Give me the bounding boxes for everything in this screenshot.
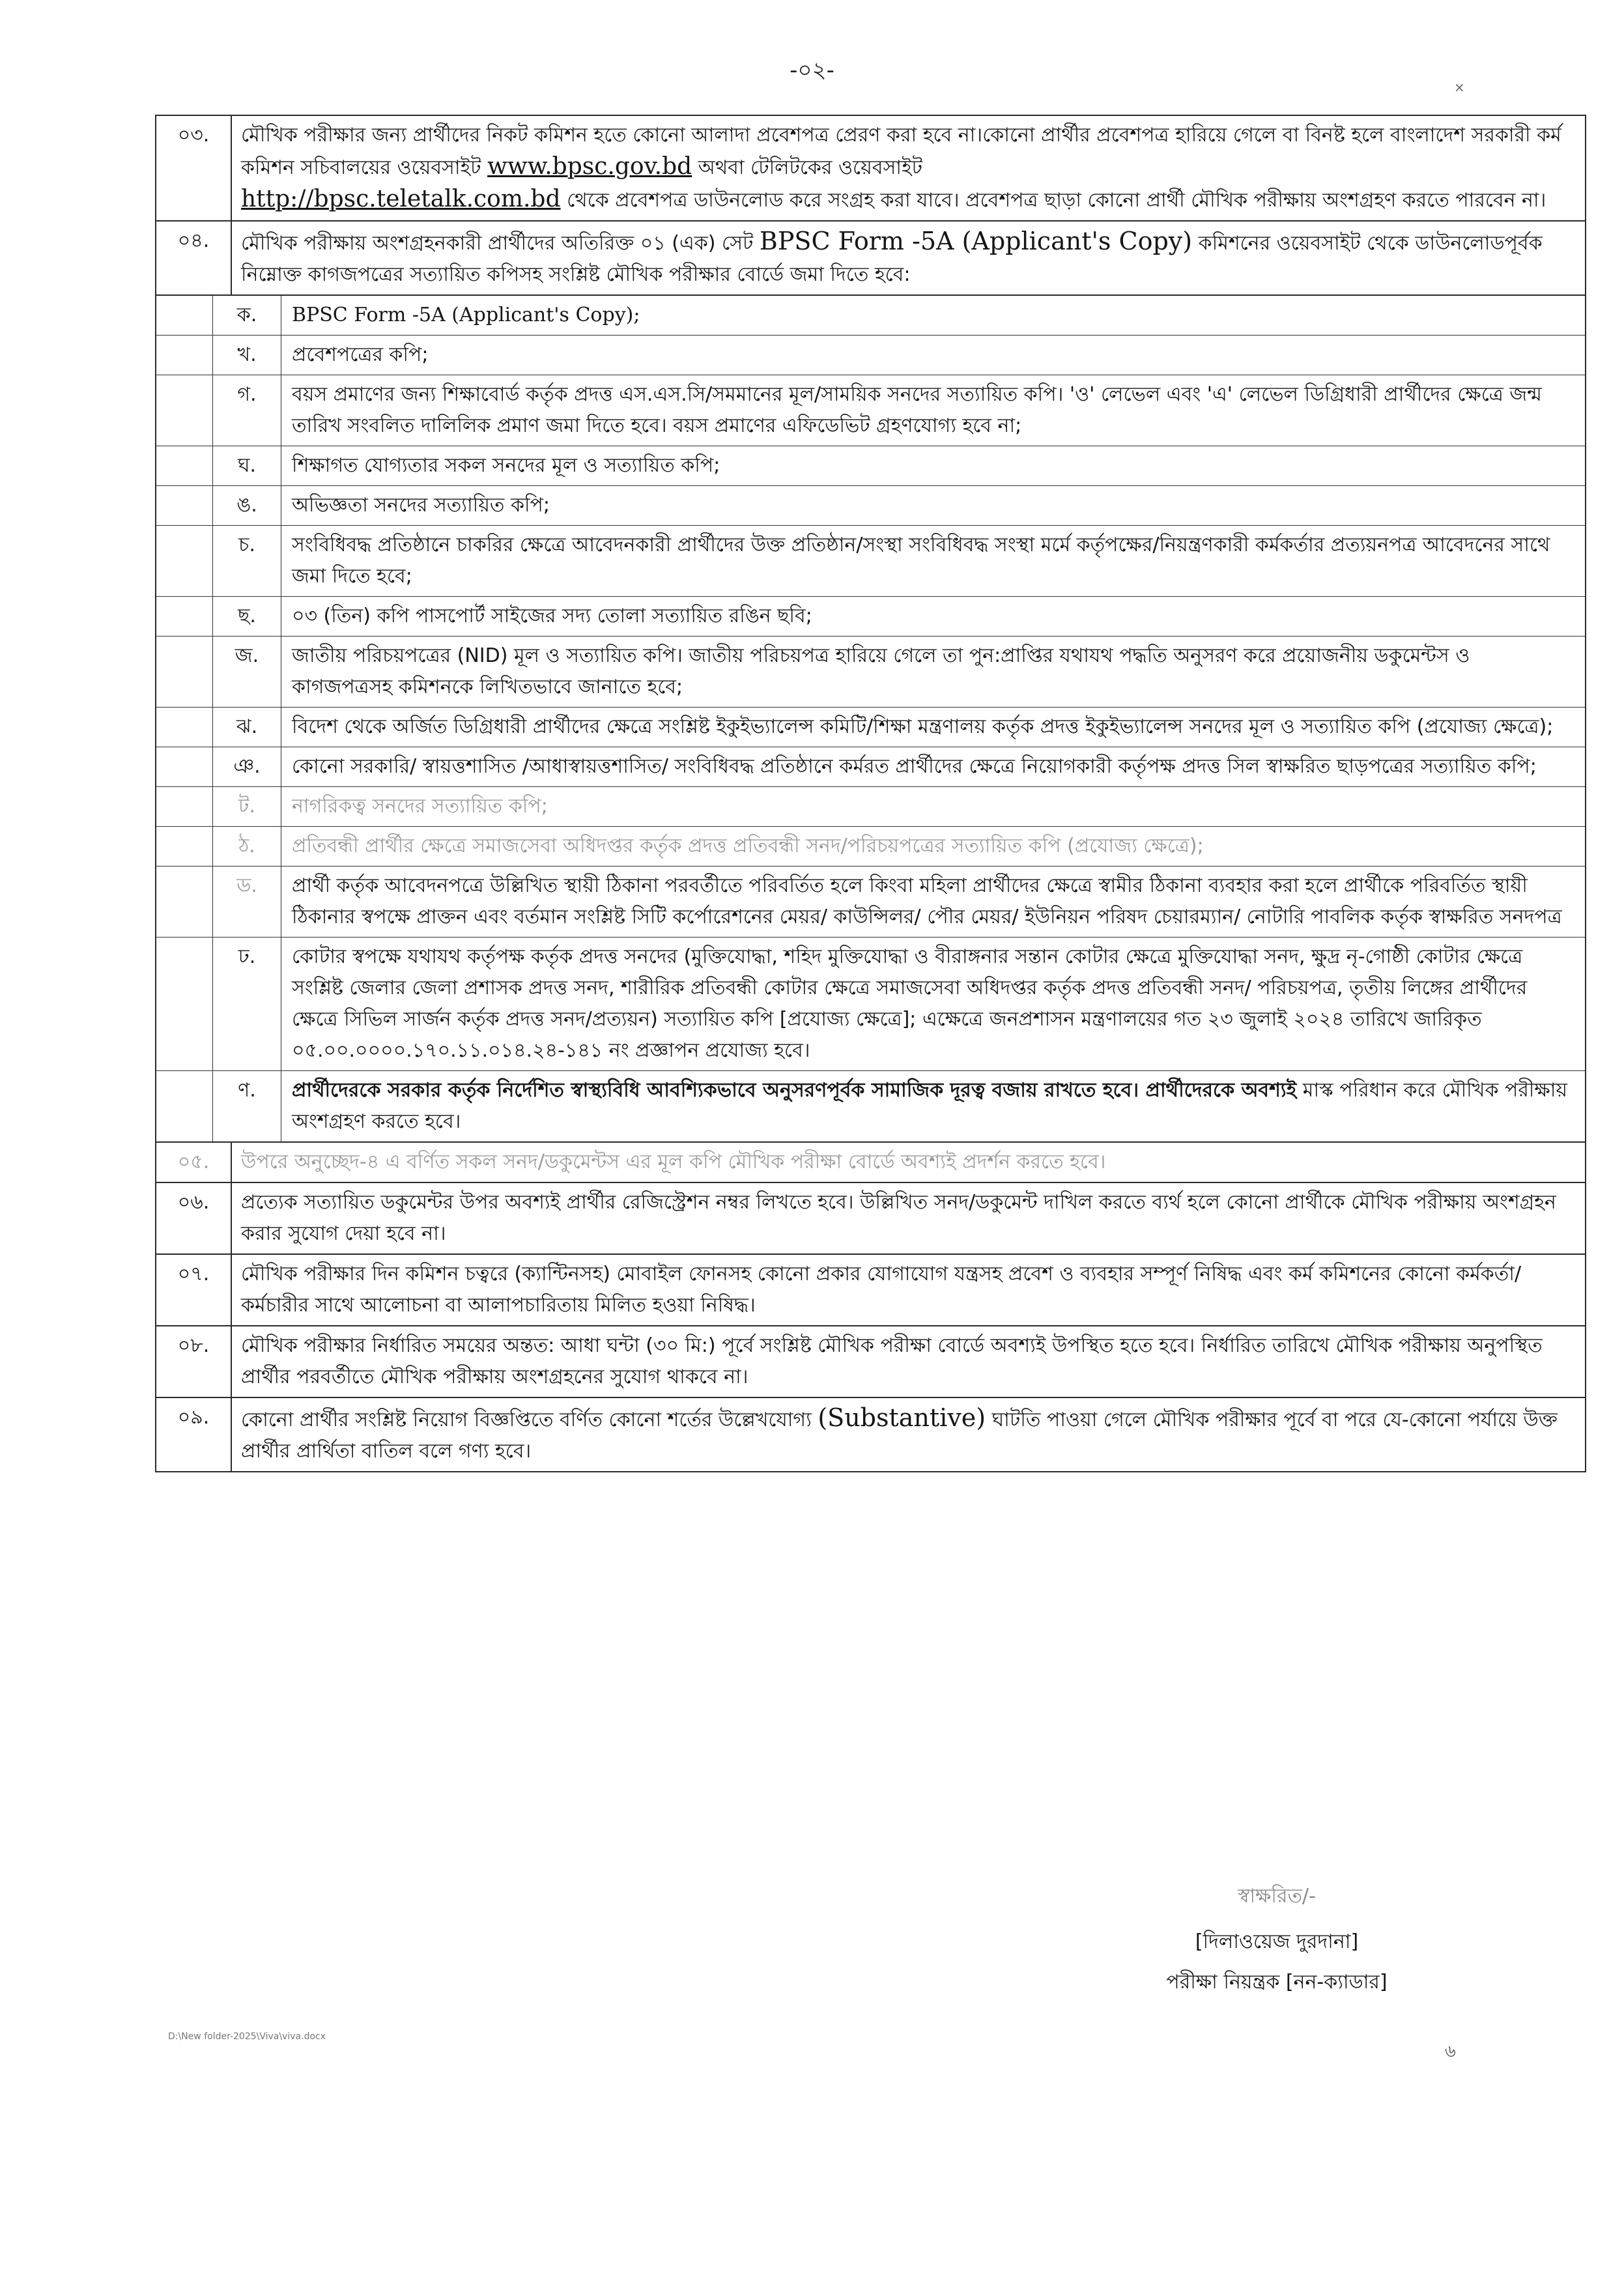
list-item: [156, 787, 1585, 827]
document-list: [156, 296, 1585, 1141]
item-number: ০৫.: [156, 1142, 231, 1182]
item-text: জাতীয় পরিচয়পত্রের (NID) মূল ও সত্যায়িত কপি। জাতীয় পরিচয়পত্র হারিয়ে গেলে তা পুন:প্রাপ্তির যথাযথ পদ্ধতি অনুসরণ করে প্রয়োজনীয় ডকুমেন্টস ও কাগজপত্রসহ কমিশনকে লিখিতভাবে জানাতে হবে;: [281, 637, 1586, 708]
list-item: [156, 827, 1585, 866]
item-number: ০৯.: [156, 1397, 231, 1472]
item-letter: ঠ.: [213, 827, 281, 866]
item-content: [231, 115, 1586, 221]
substantive-term: (Substantive): [818, 1403, 986, 1432]
item-04: [156, 221, 1586, 295]
item-text: প্রতিবন্ধী প্রার্থীর ক্ষেত্রে সমাজসেবা অধিদপ্তর কর্তৃক প্রদত্ত প্রতিবন্ধী সনদ/পরিচয়পত্রের সত্যায়িত কপি (প্রযোজ্য ক্ষেত্রে);: [281, 827, 1586, 866]
item-text: প্রবেশপত্রের কপি;: [281, 336, 1586, 375]
item-letter: চ.: [213, 526, 281, 597]
item-text: ঘাটতি পাওয়া গেলে মৌখিক পরীক্ষার পূর্বে বা পরে যে-কোনো পর্যায়ে উক্ত প্রার্থীর প্রার্থিতা বাতিল বলে গণ্য হবে।: [241, 1409, 1558, 1463]
item-number: ০৪.: [156, 221, 231, 295]
item-text: ০৩ (তিন) কপি পাসপোর্ট সাইজের সদ্য তোলা সত্যায়িত রঙিন ছবি;: [281, 597, 1586, 637]
item-08: [156, 1326, 1586, 1397]
item-text: মৌখিক পরীক্ষায় অংশগ্রহনকারী প্রার্থীদের অতিরিক্ত ০১ (এক) সেট: [241, 232, 754, 255]
list-item: [156, 486, 1585, 526]
item-text: কোটার স্বপক্ষে যথাযথ কর্তৃপক্ষ কর্তৃক প্রদত্ত সনদের (মুক্তিযোদ্ধা, শহিদ মুক্তিযোদ্ধা ও বীরাঙ্গনার সন্তান কোটার ক্ষেত্রে মুক্তিযোদ্ধা সনদ, ক্ষুদ্র নৃ-গোষ্ঠী কোটার ক্ষেত্রে সংশ্লিষ্ট জেলার জেলা প্রশাসক প্রদত্ত সনদ, শারীরিক প্রতিবন্ধী কোটার ক্ষেত্রে সমাজসেবা অধিদপ্তর কর্তৃক প্রদত্ত প্রতিবন্ধী সনদ/ পরিচয়পত্র, তৃতীয় লিঙ্গের প্রার্থীদের ক্ষেত্রে সিভিল সার্জন কর্তৃক প্রদত্ত সনদ/প্রত্যয়ন) সত্যায়িত কপি [প্রযোজ্য ক্ষেত্রে]; এক্ষেত্রে জনপ্রশাসন মন্ত্রণালয়ের গত ২৩ জুলাই ২০২৪ তারিখে জারিকৃত ০৫.০০.০০০০.১৭০.১১.০১৪.২৪-১৪১ নং প্রজ্ঞাপন প্রযোজ্য হবে।: [281, 938, 1586, 1071]
item-letter: গ.: [213, 375, 281, 446]
list-item: [156, 336, 1585, 375]
item-letter: ঞ.: [213, 747, 281, 787]
sub-items-row: [156, 295, 1586, 1142]
item-text: প্রার্থী কর্তৃক আবেদনপত্রে উল্লিখিত স্থায়ী ঠিকানা পরবর্তীতে পরিবর্তিত হলে কিংবা মহিলা প্রার্থীদের ক্ষেত্রে স্বামীর ঠিকানা ব্যবহার করা হলে প্রার্থীকে পরিবর্তিত স্থায়ী ঠিকানার স্বপক্ষে প্রাক্তন এবং বর্তমান সংশ্লিষ্ট সিটি কর্পোরেশনের মেয়র/ কাউন্সিলর/ পৌর মেয়র/ ইউনিয়ন পরিষদ চেয়ারম্যান/ নোটারি পাবলিক কর্তৃক স্বাক্ষরিত সনদপত্র: [281, 866, 1586, 938]
item-text: শিক্ষাগত যোগ্যতার সকল সনদের মূল ও সত্যায়িত কপি;: [281, 446, 1586, 486]
item-number: ০৭.: [156, 1254, 231, 1326]
item-text: প্রত্যেক সত্যায়িত ডকুমেন্টর উপর অবশ্যই প্রার্থীর রেজিস্ট্রেশন নম্বর লিখতে হবে। উল্লিখিত সনদ/ডকুমেন্ট দাখিল করতে ব্যর্থ হলে কোনো প্রার্থীকে মৌখিক পরীক্ষায় অংশগ্রহন করার সুযোগ দেয়া হবে না।: [231, 1182, 1586, 1254]
item-text: মাস্ক পরিধান করে মৌখিক পরীক্ষায় অংশগ্রহণ করতে হবে।: [292, 1079, 1568, 1133]
item-text: নাগরিকত্ব সনদের সত্যায়িত কপি;: [281, 787, 1586, 827]
item-letter: ঙ.: [213, 486, 281, 526]
item-text: সংবিধিবদ্ধ প্রতিষ্ঠানে চাকরির ক্ষেত্রে আবেদনকারী প্রার্থীদের উক্ত প্রতিষ্ঠান/সংস্থা সংবিধিবদ্ধ সংস্থা মর্মে কর্তৃপক্ষের/নিয়ন্ত্রণকারী কর্মকর্তার প্রত্যয়নপত্র আবেদনের সাথে জমা দিতে হবে;: [281, 526, 1586, 597]
list-item: [156, 637, 1585, 708]
item-text: মৌখিক পরীক্ষার দিন কমিশন চত্বরে (ক্যান্টিনসহ) মোবাইল ফোনসহ কোনো প্রকার যোগাযোগ যন্ত্রসহ প্রবেশ ও ব্যবহার সম্পূর্ণ নিষিদ্ধ এবং কর্ম কমিশনের কোনো কর্মকর্তা/কর্মচারীর সাথে আলোচনা বা আলাপচারিতায় মিলিত হওয়া নিষিদ্ধ।: [231, 1254, 1586, 1326]
list-item: [156, 747, 1585, 787]
item-07: [156, 1254, 1586, 1326]
item-letter: ণ.: [213, 1071, 281, 1142]
item-letter: ক.: [213, 296, 281, 336]
list-item: [156, 1071, 1585, 1142]
item-letter: ঢ.: [213, 938, 281, 1071]
item-05: [156, 1142, 1586, 1182]
list-item: [156, 938, 1585, 1071]
item-text: অথবা টেলিটকের ওয়েবসাইট: [698, 156, 922, 179]
signed-label: স্বাক্ষরিত/-: [1238, 1885, 1316, 1908]
item-number: ০৮.: [156, 1326, 231, 1397]
item-text-wrap: [281, 1071, 1586, 1142]
item-text: মৌখিক পরীক্ষার নির্ধারিত সময়ের অন্তত: আধা ঘন্টা (৩০ মি:) পূর্বে সংশ্লিষ্ট মৌখিক পরীক্ষা বোর্ডে অবশ্যই উপস্থিত হতে হবে। নির্ধারিত তারিখে মৌখিক পরীক্ষায় অনুপস্থিত প্রার্থীর পরবর্তীতে মৌখিক পরীক্ষায় অংশগ্রহনের সুযোগ থাকবে না।: [231, 1326, 1586, 1397]
item-number: ০৬.: [156, 1182, 231, 1254]
item-text: কোনো প্রার্থীর সংশ্লিষ্ট নিয়োগ বিজ্ঞপ্তিতে বর্ণিত কোনো শর্তের উল্লেখযোগ্য: [241, 1409, 812, 1431]
item-letter: ড.: [213, 866, 281, 938]
page-number: -০২-: [790, 57, 834, 83]
item-content: [231, 221, 1586, 295]
item-letter: ছ.: [213, 597, 281, 637]
item-text: কমিশনের ওয়েবসাইট থেকে ডাউনলোডপূর্বক নিম্নোক্ত কাগজপত্রের সত্যায়িত কপিসহ সংশ্লিষ্ট মৌখিক পরীক্ষার বোর্ডে জমা দিতে হবে:: [241, 232, 1543, 286]
form-name: BPSC Form -5A (Applicant's Copy): [759, 227, 1193, 255]
sub-items-wrap: [156, 295, 1586, 1142]
item-text: কোনো সরকারি/ স্বায়ত্তশাসিত /আধাস্বায়ত্তশাসিত/ সংবিধিবদ্ধ প্রতিষ্ঠানে কর্মরত প্রার্থীদের ক্ষেত্রে নিয়োগকারী কর্তৃপক্ষ প্রদত্ত সিল স্বাক্ষরিত ছাড়পত্রের সত্যায়িত কপি;: [281, 747, 1586, 787]
item-06: [156, 1182, 1586, 1254]
stamp-mark: ৬: [1445, 2042, 1456, 2061]
teletalk-website-link[interactable]: http://bpsc.teletalk.com.bd: [241, 186, 561, 212]
item-09: [156, 1397, 1586, 1472]
item-text: থেকে প্রবেশপত্র ডাউনলোড করে সংগ্রহ করা যাবে। প্রবেশপত্র ছাড়া কোনো প্রার্থী মৌখিক পরীক্ষায় অংশগ্রহণ করতে পারবেন না।: [567, 189, 1546, 212]
file-path: D:\New folder-2025\Viva\viva.docx: [168, 2031, 326, 2042]
signatory-name: [দিলাওয়েজ দুরদানা]: [1195, 1930, 1359, 1953]
item-03: [156, 115, 1586, 221]
list-item: [156, 866, 1585, 938]
item-text: বিদেশ থেকে অর্জিত ডিগ্রিধারী প্রার্থীদের ক্ষেত্রে সংশ্লিষ্ট ইকুইভ্যালেন্স কমিটি/শিক্ষা মন্ত্রণালয় কর্তৃক প্রদত্ত ইকুইভ্যালেন্স সনদের মূল ও সত্যায়িত কপি (প্রযোজ্য ক্ষেত্রে);: [281, 708, 1586, 747]
item-letter: খ.: [213, 336, 281, 375]
list-item: [156, 708, 1585, 747]
item-text: বয়স প্রমাণের জন্য শিক্ষাবোর্ড কর্তৃক প্রদত্ত এস.এস.সি/সমমানের মূল/সাময়িক সনদের সত্যায়িত কপি। 'ও' লেভেল এবং 'এ' লেভেল ডিগ্রিধারী প্রার্থীদের ক্ষেত্রে জন্ম তারিখ সংবলিত দালিলিক প্রমাণ জমা দিতে হবে। বয়স প্রমাণের এফিডেভিট গ্রহণযোগ্য হবে না;: [281, 375, 1586, 446]
item-letter: ট.: [213, 787, 281, 827]
item-text: মৌখিক পরীক্ষার জন্য প্রার্থীদের নিকট কমিশন হতে কোনো আলাদা প্রবেশপত্র প্রেরণ করা হবে না।কোনো প্রার্থীর প্রবেশপত্র হারিয়ে গেলে বা বিনষ্ট হলে বাংলাদেশ সরকারী কর্ম কমিশন সচিবালয়ের ওয়েবসাইট: [241, 124, 1561, 179]
list-item: [156, 526, 1585, 597]
signatory-designation: পরীক্ষা নিয়ন্ত্রক [নন-ক্যাডার]: [1166, 1971, 1388, 1994]
item-text: BPSC Form -5A (Applicant's Copy);: [281, 296, 1586, 336]
list-item: [156, 446, 1585, 486]
item-text: উপরে অনুচ্ছেদ-৪ এ বর্ণিত সকল সনদ/ডকুমেন্টস এর মূল কপি মৌখিক পরীক্ষা বোর্ডে অবশ্যই প্রদর্শন করতে হবে।: [231, 1142, 1586, 1182]
item-letter: ঝ.: [213, 708, 281, 747]
list-item: [156, 296, 1585, 336]
instructions-table: [155, 115, 1586, 1472]
corner-mark: ×: [1454, 79, 1465, 95]
item-content: [231, 1397, 1586, 1472]
bpsc-website-link[interactable]: www.bpsc.gov.bd: [487, 153, 692, 180]
item-text-bold: প্রার্থীদেরকে সরকার কর্তৃক নির্দেশিত স্বাস্থ্যবিধি আবশ্যিকভাবে অনুসরণপূর্বক সামাজিক দূরত্ব বজায় রাখতে হবে। প্রার্থীদেরকে অবশ্যই: [292, 1079, 1297, 1102]
item-letter: ঘ.: [213, 446, 281, 486]
list-item: [156, 597, 1585, 637]
item-letter: জ.: [213, 637, 281, 708]
item-number: ০৩.: [156, 115, 231, 221]
list-item: [156, 375, 1585, 446]
item-text: অভিজ্ঞতা সনদের সত্যায়িত কপি;: [281, 486, 1586, 526]
